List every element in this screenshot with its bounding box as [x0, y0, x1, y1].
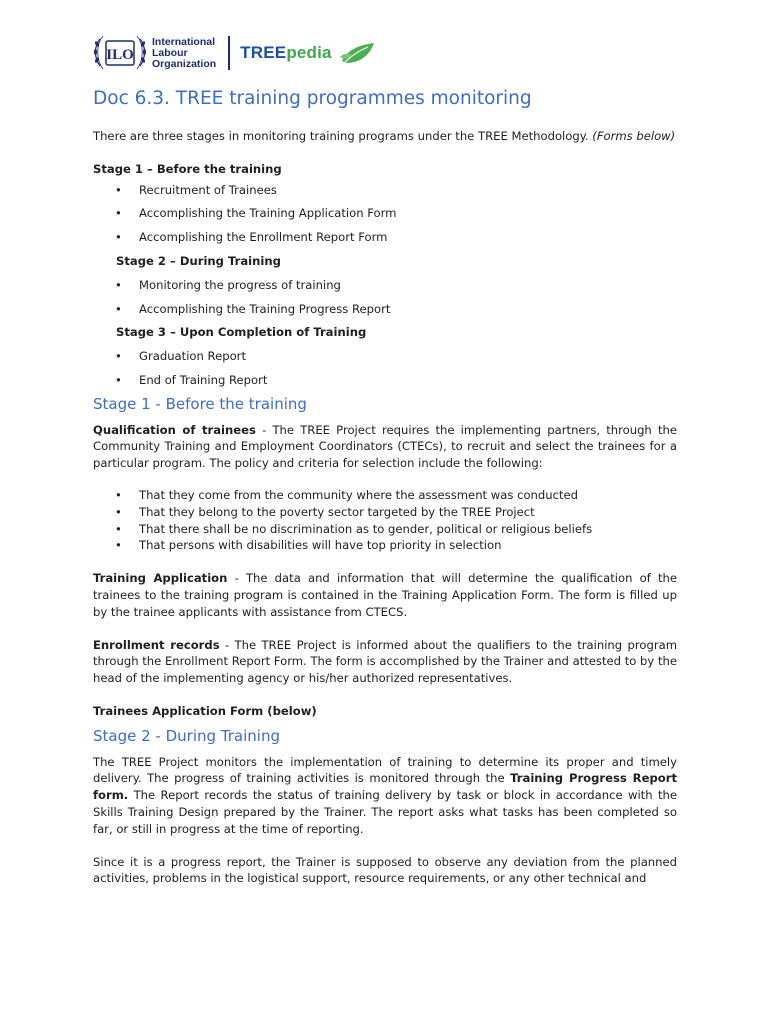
- org-line-2: Labour: [152, 46, 188, 59]
- qualification-paragraph: [93, 422, 677, 472]
- intro-paragraph: [93, 128, 677, 145]
- org-line-1: International: [152, 35, 216, 48]
- ilo-emblem-icon: [92, 32, 148, 74]
- list-item: • Graduation Report: [115, 349, 246, 364]
- document-title: Doc 6.3. TREE training programmes monitoring: [93, 88, 532, 109]
- criteria-list: [93, 487, 677, 554]
- training-application-label: Training Application: [93, 571, 228, 586]
- list-item: • That they come from the community where the assessment was conducted: [115, 487, 579, 502]
- overview-stage-1-list: [93, 182, 677, 246]
- list-item: • Accomplishing the Enrollment Report Form: [115, 230, 388, 245]
- progress-report-paragraph: Since it is a progress report, the Trainer is supposed to observe any deviation from the planned activities, problems in the logistical support, resource requirements, or any other technical and: [93, 854, 677, 886]
- document-body: [93, 128, 677, 887]
- list-item: • Accomplishing the Training Application Form: [115, 206, 397, 221]
- section-2-heading: Stage 2 - During Training: [93, 726, 280, 745]
- overview-stage-3-heading: Stage 3 – Upon Completion of Training: [116, 325, 367, 340]
- intro-note: (Forms below): [592, 129, 676, 143]
- enrollment-label: Enrollment records: [93, 637, 220, 652]
- list-item: • Monitoring the progress of training: [115, 277, 341, 292]
- list-item: • That there shall be no discrimination as to gender, political or religious beliefs: [115, 521, 593, 536]
- list-item: • That they belong to the poverty sector targeted by the TREE Project: [115, 504, 535, 519]
- tree-brand: TREE: [240, 43, 287, 62]
- org-line-3: Organization: [152, 57, 217, 70]
- list-item: • Accomplishing the Training Progress Report: [115, 301, 391, 316]
- overview-stage-2-list: [93, 277, 677, 318]
- section-1-heading: Stage 1 - Before the training: [93, 394, 307, 413]
- enrollment-paragraph: [93, 637, 677, 687]
- overview-stage-2-heading: Stage 2 – During Training: [116, 253, 281, 268]
- enrollment-text: - The TREE Project is informed about the qualifiers to the training program through the Enrollment Report Form. The form is accomplished by the Trainer and attested to by the head of the implementing agency or his/her authorized representatives.: [93, 637, 677, 686]
- list-item: • That persons with disabilities will have top priority in selection: [115, 538, 502, 553]
- list-item: • Recruitment of Trainees: [115, 182, 277, 197]
- training-application-text: - The data and information that will determine the qualification of the trainees to the training program is contained in the Training Application Form. The form is filled up by the trainee applicants with assistance from CTECS.: [93, 571, 677, 619]
- training-progress-report-label: Training Progress Report form.: [93, 771, 677, 803]
- tree-brand-suffix: pedia: [286, 43, 332, 62]
- monitoring-paragraph: The TREE Project monitors the implementation of training to determine its proper and timely delivery. The progress of training activities is monitored through the Training Progress Report form. The Report records the status of training delivery by task or block in accordance with the Skills Training Design prepared by the Trainer. The report asks what tasks has been completed so far, or still in progress at the time of reporting.: [93, 754, 677, 836]
- intro-text: There are three stages in monitoring training programs under the TREE Methodology.: [93, 129, 593, 143]
- overview-stage-1-heading: Stage 1 – Before the training: [93, 161, 282, 176]
- list-item: • End of Training Report: [115, 372, 268, 387]
- header-divider: [228, 36, 230, 70]
- qualification-label: Qualification of trainees: [93, 422, 256, 437]
- trainees-form-note: Trainees Application Form (below): [93, 703, 317, 718]
- leaf-icon: [338, 39, 378, 67]
- page-header: [92, 32, 378, 74]
- training-application-paragraph: [93, 570, 677, 620]
- treepedia-logo: [240, 43, 332, 63]
- qualification-text: - The TREE Project requires the implementing partners, through the Community Training and Employment Coordinators (CTECs), to recruit and select the trainees for a particular program. The policy and criteria for selection include the following:: [93, 422, 677, 471]
- overview-stage-3-list: [93, 348, 677, 389]
- ilo-wordmark: [152, 37, 216, 70]
- ilo-emblem-text: ILO: [106, 47, 134, 63]
